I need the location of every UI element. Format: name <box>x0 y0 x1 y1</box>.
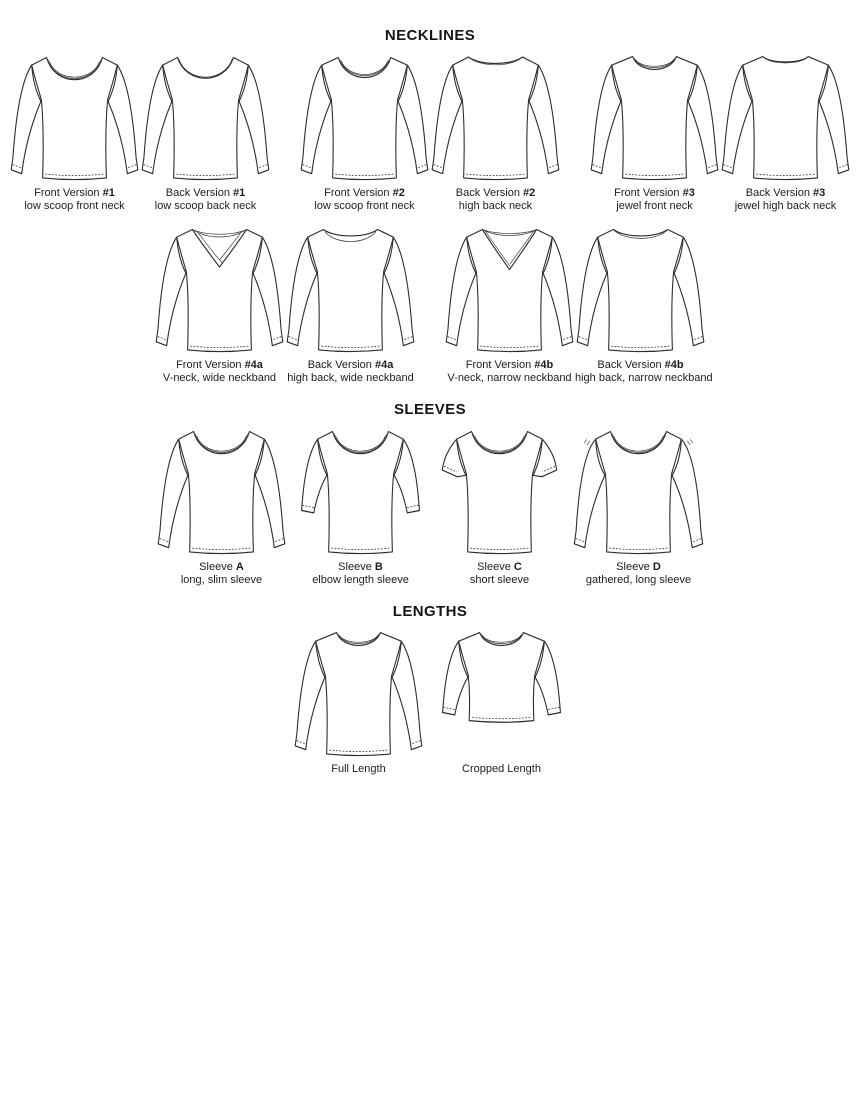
shirt-front-vneck-wide-icon <box>154 220 285 358</box>
garment-description: high back, wide neckband <box>287 372 414 384</box>
garment-card <box>154 220 285 385</box>
garment-description: short sleeve <box>469 574 530 586</box>
garment-name <box>299 187 430 200</box>
garment-name-text: Back Version <box>455 187 523 199</box>
shirt-back-wide-band-icon <box>285 220 416 358</box>
garment-name <box>9 187 140 200</box>
garment-illustration <box>575 220 706 358</box>
garment-caption <box>140 187 271 213</box>
garment-name-text: Back Version <box>165 187 233 199</box>
shirt-long-slim-sleeve-icon <box>156 422 287 560</box>
garment-name-text: Back Version <box>597 359 665 371</box>
garment-caption <box>434 561 565 587</box>
garment-card <box>720 48 851 213</box>
garment-illustration <box>9 48 140 186</box>
garment-name-text: Front Version <box>614 187 683 199</box>
garment-name-text: Front Version <box>34 187 103 199</box>
garment-version-code: #4b <box>664 359 684 371</box>
shirt-back-low-scoop-icon <box>140 48 271 186</box>
garment-caption <box>295 561 426 587</box>
garment-illustration <box>444 220 575 358</box>
garment-description: jewel front neck <box>616 200 693 212</box>
garment-description: low scoop front neck <box>24 200 125 212</box>
garment-illustration <box>156 422 287 560</box>
garment-card <box>430 48 561 213</box>
garment-illustration <box>589 48 720 186</box>
garment-description: V-neck, wide neckband <box>162 372 277 384</box>
garment-version-code: #3 <box>813 187 826 199</box>
garment-description: high back, narrow neckband <box>575 372 713 384</box>
shirt-front-jewel-neck-icon <box>589 48 720 186</box>
shirt-back-narrow-band-icon <box>575 220 706 358</box>
garment-version-code: #1 <box>233 187 246 199</box>
garment-illustration <box>285 220 416 358</box>
shirt-full-length-icon <box>293 624 424 762</box>
garment-illustration <box>434 422 565 560</box>
garment-name-text: Front Version <box>324 187 393 199</box>
garment-version-code: D <box>652 561 661 573</box>
necklines-row <box>0 48 860 213</box>
garment-caption <box>575 359 713 385</box>
garment-name-text: Front Version <box>176 359 245 371</box>
lengths-figures <box>0 624 860 776</box>
section-sleeves <box>0 401 860 587</box>
garment-caption <box>154 359 285 385</box>
garment-card <box>575 220 713 385</box>
sleeves-heading: SLEEVES <box>394 401 466 418</box>
garment-illustration <box>140 48 271 186</box>
garment-version-code: B <box>374 561 383 573</box>
garment-name <box>140 187 271 200</box>
garment-caption <box>156 561 287 587</box>
garment-version-code: #2 <box>392 187 405 199</box>
garment-name <box>436 763 567 776</box>
garment-caption <box>299 187 430 213</box>
lengths-heading: LENGTHS <box>392 603 468 620</box>
necklines-figures <box>0 48 860 385</box>
garment-description: high back neck <box>458 200 533 212</box>
garment-illustration <box>299 48 430 186</box>
shirt-back-jewel-high-icon <box>720 48 851 186</box>
garment-name-text: Cropped Length <box>462 763 541 775</box>
garment-caption <box>589 187 720 213</box>
garment-name-text: Sleeve <box>477 561 514 573</box>
necklines-row <box>0 220 860 385</box>
garment-caption <box>293 763 424 776</box>
garment-name <box>720 187 851 200</box>
garment-description: V-neck, narrow neckband <box>447 372 572 384</box>
garment-description: jewel high back neck <box>734 200 837 212</box>
garment-illustration <box>573 422 704 560</box>
shirt-front-vneck-narrow-icon <box>444 220 575 358</box>
garment-illustration <box>293 624 424 762</box>
shirt-elbow-sleeve-icon <box>295 422 426 560</box>
garment-card <box>295 422 426 587</box>
shirt-cropped-length-icon <box>436 624 567 762</box>
shirt-back-high-neck-icon <box>430 48 561 186</box>
garment-description: long, slim sleeve <box>180 574 263 586</box>
garment-version-code: #1 <box>102 187 115 199</box>
garment-name <box>154 359 285 372</box>
garment-caption <box>430 187 561 213</box>
garment-card <box>589 48 720 213</box>
garment-description: low scoop back neck <box>154 200 257 212</box>
garment-illustration <box>430 48 561 186</box>
garment-name-text: Full Length <box>331 763 386 775</box>
garment-version-code: #3 <box>682 187 695 199</box>
garment-card <box>293 624 424 776</box>
garment-illustration <box>436 624 567 762</box>
garment-version-code: #4a <box>244 359 263 371</box>
sleeves-figures <box>0 422 860 587</box>
garment-name-text: Front Version <box>465 359 535 371</box>
garment-name <box>434 561 565 574</box>
garment-version-code: A <box>235 561 244 573</box>
garment-card <box>285 220 416 385</box>
garment-illustration <box>154 220 285 358</box>
garment-name <box>575 359 706 372</box>
garment-name-text: Sleeve <box>338 561 375 573</box>
garment-description: gathered, long sleeve <box>585 574 692 586</box>
garment-version-code: C <box>513 561 522 573</box>
garment-card <box>9 48 140 213</box>
garment-name <box>430 187 561 200</box>
lengths-row <box>0 624 860 776</box>
garment-caption <box>720 187 851 213</box>
garment-card <box>444 220 575 385</box>
garment-version-code: #4a <box>374 359 394 371</box>
garment-name <box>156 561 287 574</box>
garment-card <box>436 624 567 776</box>
garment-illustration <box>295 422 426 560</box>
garment-version-code: #2 <box>523 187 536 199</box>
garment-caption <box>444 359 575 385</box>
garment-caption <box>573 561 704 587</box>
shirt-front-scoop-band-icon <box>299 48 430 186</box>
garment-caption <box>9 187 140 213</box>
garment-description: low scoop front neck <box>314 200 415 212</box>
garment-name <box>573 561 704 574</box>
garment-name <box>285 359 416 372</box>
garment-name-text: Back Version <box>307 359 375 371</box>
garment-description: elbow length sleeve <box>312 574 409 586</box>
shirt-gathered-long-sleeve-icon <box>573 422 704 560</box>
garment-name-text: Back Version <box>745 187 813 199</box>
garment-caption <box>436 763 567 776</box>
garment-card <box>156 422 287 587</box>
necklines-heading: NECKLINES <box>384 27 476 44</box>
sleeves-row <box>0 422 860 587</box>
shirt-short-sleeve-icon <box>434 422 565 560</box>
garment-name <box>589 187 720 200</box>
garment-card <box>140 48 271 213</box>
garment-name <box>444 359 575 372</box>
garment-name <box>295 561 426 574</box>
garment-name <box>293 763 424 776</box>
garment-caption <box>285 359 416 385</box>
shirt-front-low-scoop-icon <box>9 48 140 186</box>
section-lengths <box>0 603 860 776</box>
garment-card <box>299 48 430 213</box>
garment-version-code: #4b <box>534 359 554 371</box>
garment-name-text: Sleeve <box>199 561 236 573</box>
garment-card <box>434 422 565 587</box>
garment-name-text: Sleeve <box>616 561 653 573</box>
garment-card <box>573 422 704 587</box>
garment-illustration <box>720 48 851 186</box>
section-necklines <box>0 27 860 385</box>
